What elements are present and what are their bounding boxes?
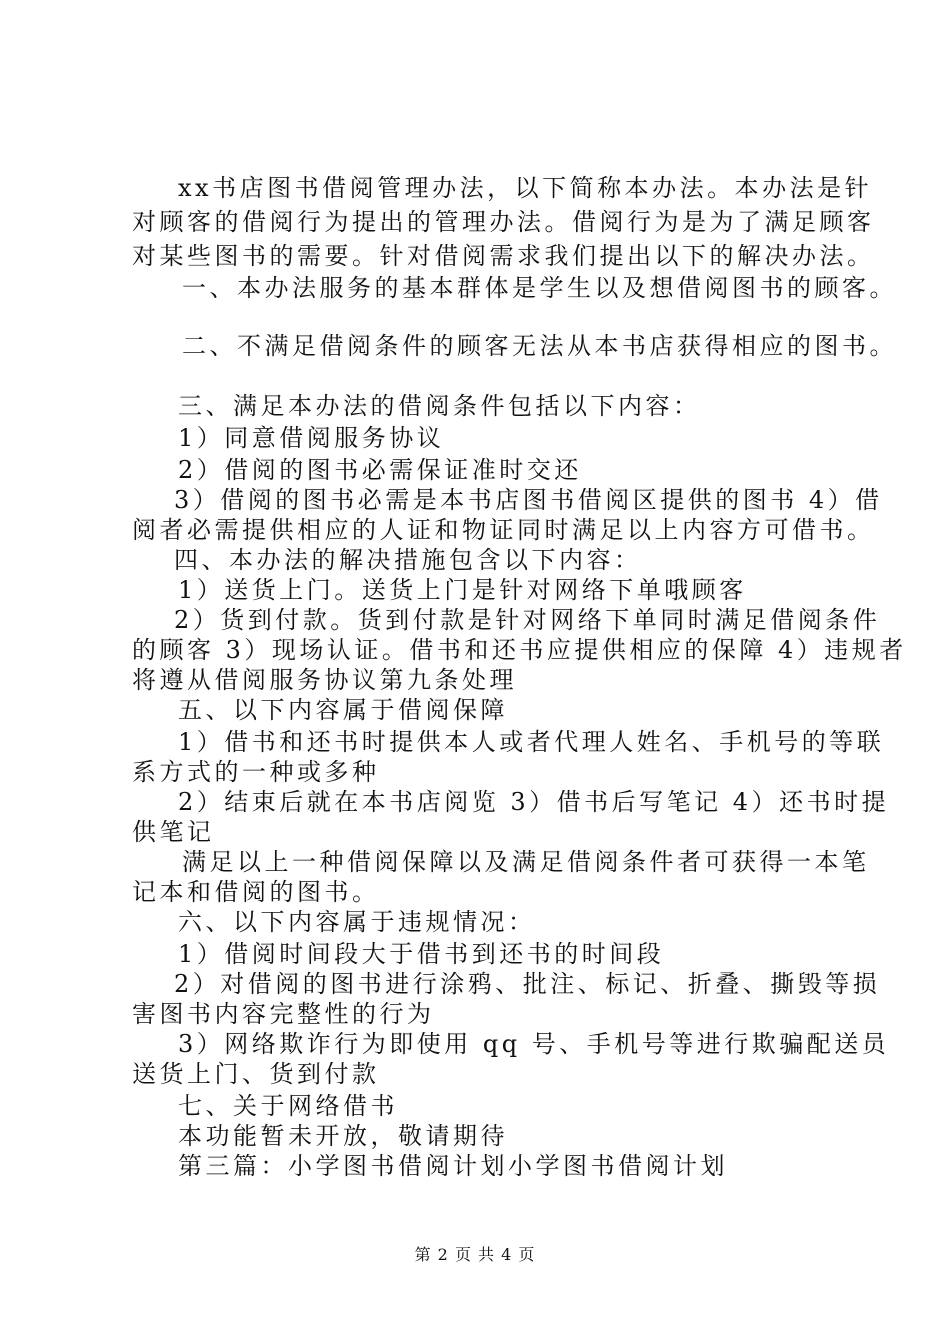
- text-line: 六、以下内容属于违规情况：: [178, 908, 536, 936]
- text-line: 对某些图书的需要。针对借阅需求我们提出以下的解决办法。: [132, 242, 875, 270]
- page-number-footer: 第 2 页 共 4 页: [414, 1245, 536, 1264]
- text-line: 五、以下内容属于借阅保障: [178, 696, 508, 724]
- text-line: 本功能暂未开放，敬请期待: [178, 1122, 508, 1150]
- text-line: 系方式的一种或多种: [132, 758, 380, 786]
- text-line: 记本和借阅的图书。: [132, 878, 380, 906]
- text-line: 3）网络欺诈行为即使用 qq 号、手机号等进行欺骗配送员: [178, 1030, 890, 1058]
- text-line: 第三篇：小学图书借阅计划小学图书借阅计划: [178, 1152, 728, 1180]
- text-line: xx书店图书借阅管理办法，以下简称本办法。本办法是针: [178, 174, 873, 202]
- text-line: 三、满足本办法的借阅条件包括以下内容：: [178, 392, 701, 420]
- text-line: 3）借阅的图书必需是本书店图书借阅区提供的图书 4）借: [174, 486, 883, 514]
- text-line: 2）借阅的图书必需保证准时交还: [178, 456, 582, 484]
- text-line: 供笔记: [132, 818, 215, 846]
- text-line: 1）同意借阅服务协议: [178, 424, 445, 452]
- text-line: 二、不满足借阅条件的顾客无法从本书店获得相应的图书。: [182, 332, 897, 360]
- text-line: 满足以上一种借阅保障以及满足借阅条件者可获得一本笔: [182, 848, 870, 876]
- text-line: 七、关于网络借书: [178, 1092, 398, 1120]
- text-line: 1）借阅时间段大于借书到还书的时间段: [178, 940, 665, 968]
- text-line: 阅者必需提供相应的人证和物证同时满足以上内容方可借书。: [132, 516, 875, 544]
- text-line: 的顾客 3）现场认证。借书和还书应提供相应的保障 4）违规者: [132, 636, 907, 664]
- text-line: 送货上门、货到付款: [132, 1060, 380, 1088]
- text-line: 2）对借阅的图书进行涂鸦、批注、标记、折叠、撕毁等损: [174, 970, 881, 998]
- text-line: 1）送货上门。送货上门是针对网络下单哦顾客: [178, 576, 747, 604]
- text-line: 2）结束后就在本书店阅览 3）借书后写笔记 4）还书时提: [178, 788, 890, 816]
- text-line: 害图书内容完整性的行为: [132, 1000, 435, 1028]
- text-line: 一、本办法服务的基本群体是学生以及想借阅图书的顾客。: [182, 274, 897, 302]
- text-line: 2）货到付款。货到付款是针对网络下单同时满足借阅条件: [174, 606, 881, 634]
- text-line: 四、本办法的解决措施包含以下内容：: [174, 546, 642, 574]
- text-line: 对顾客的借阅行为提出的管理办法。借阅行为是为了满足顾客: [132, 208, 875, 236]
- text-line: 1）借书和还书时提供本人或者代理人姓名、手机号的等联: [178, 728, 885, 756]
- text-line: 将遵从借阅服务协议第九条处理: [132, 666, 517, 694]
